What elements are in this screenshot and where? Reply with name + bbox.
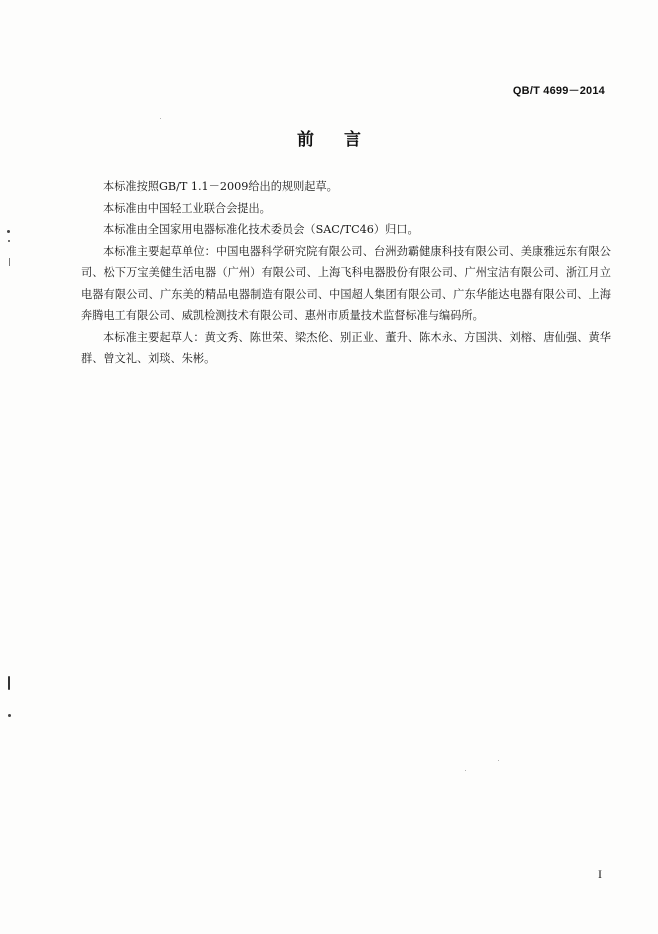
standard-number: QB/T 4699－2014: [512, 85, 605, 97]
paragraph-centralized-management: 本标准由全国家用电器标准化技术委员会（SAC/TC46）归口。: [103, 223, 419, 236]
paragraph-proposer: 本标准由中国轻工业联合会提出。: [103, 201, 271, 215]
paragraph-drafting-rules: 本标准按照GB/T 1.1－2009给出的规则起草。: [103, 180, 338, 193]
scan-speck: [8, 676, 10, 690]
scan-speck: [8, 240, 10, 242]
page-title: 前言: [297, 130, 391, 150]
document-body: [81, 176, 611, 370]
scan-speck: [465, 770, 466, 771]
scan-speck: [498, 760, 499, 761]
paragraph-drafting-units: 本标准主要起草单位：中国电器科学研究院有限公司、台洲劲霸健康科技有限公司、美康雅远东有限公司、松下万宝美健生活电器（广州）有限公司、上海飞科电器股份有限公司、广州宝洁有限公司、浙江月立电器有限公司、广东美的精品电器制造有限公司、中国超人集团有限公司、广东华能达电器有限公司、上海奔腾电工有限公司、威凯检测技术有限公司、惠州市质量技术监督标准与编码所。: [81, 244, 611, 322]
scan-speck: [7, 230, 10, 233]
paragraph-drafters: 本标准主要起草人：黄文秀、陈世荣、梁杰伦、别正业、董升、陈木永、方国洪、刘榕、唐仙强、黄华群、曾文礼、刘琰、朱彬。: [81, 330, 611, 365]
page-number: I: [598, 867, 602, 881]
scan-speck: [160, 118, 161, 119]
scan-speck: [8, 714, 11, 717]
scan-speck: [9, 258, 10, 266]
